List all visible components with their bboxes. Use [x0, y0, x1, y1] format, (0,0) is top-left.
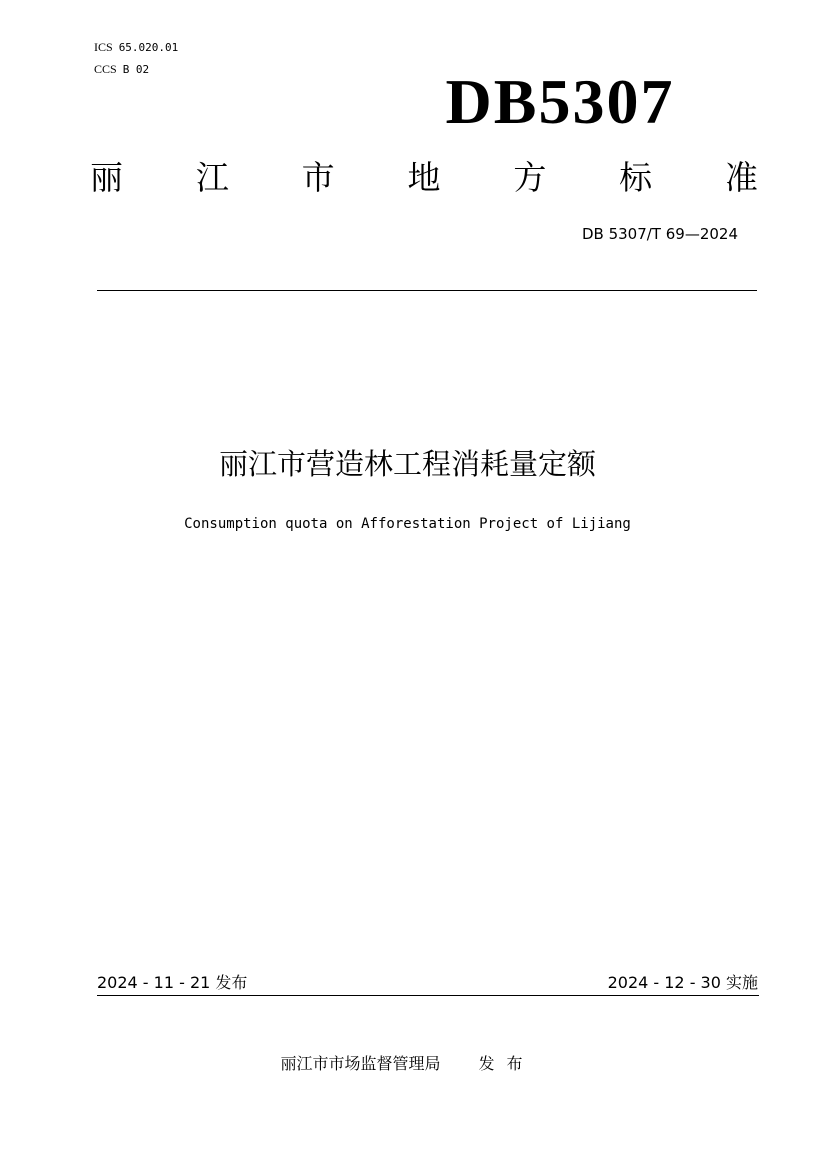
- release-date: 2024 - 11 - 21 发布: [97, 973, 248, 992]
- ccs-value: B 02: [122, 63, 150, 76]
- standard-type-char: 方: [513, 158, 547, 197]
- standard-type-char: 市: [301, 158, 335, 197]
- ccs-label: CCS: [94, 62, 117, 76]
- standard-type-char: 丽: [90, 158, 123, 197]
- document-title-english: Consumption quota on Afforestation Project of Lijiang: [184, 516, 631, 532]
- document-title: 丽江市营造林工程消耗量定额: [218, 447, 596, 481]
- standard-type-char: 标: [619, 158, 653, 197]
- ics-value: 65.020.01: [118, 41, 179, 54]
- standard-type-char: 地: [407, 158, 441, 197]
- standard-number: DB 5307/T 69—2024: [581, 225, 738, 243]
- ccs-code: [94, 62, 149, 77]
- standard-type-char: 准: [724, 158, 758, 197]
- issuing-organization: 丽江市市场监督管理局: [280, 1054, 441, 1073]
- issuer-line: [0, 1053, 815, 1075]
- standard-code: DB5307: [445, 66, 675, 137]
- ics-label: ICS: [94, 40, 113, 54]
- footer-divider: [97, 995, 759, 996]
- implementation-date: 2024 - 12 - 30 实施: [607, 973, 758, 992]
- standard-type: [90, 156, 758, 200]
- ics-code: [94, 40, 178, 55]
- header-divider: [97, 290, 757, 291]
- standard-type-char: 江: [195, 158, 229, 197]
- issue-action: 发布: [478, 1054, 535, 1073]
